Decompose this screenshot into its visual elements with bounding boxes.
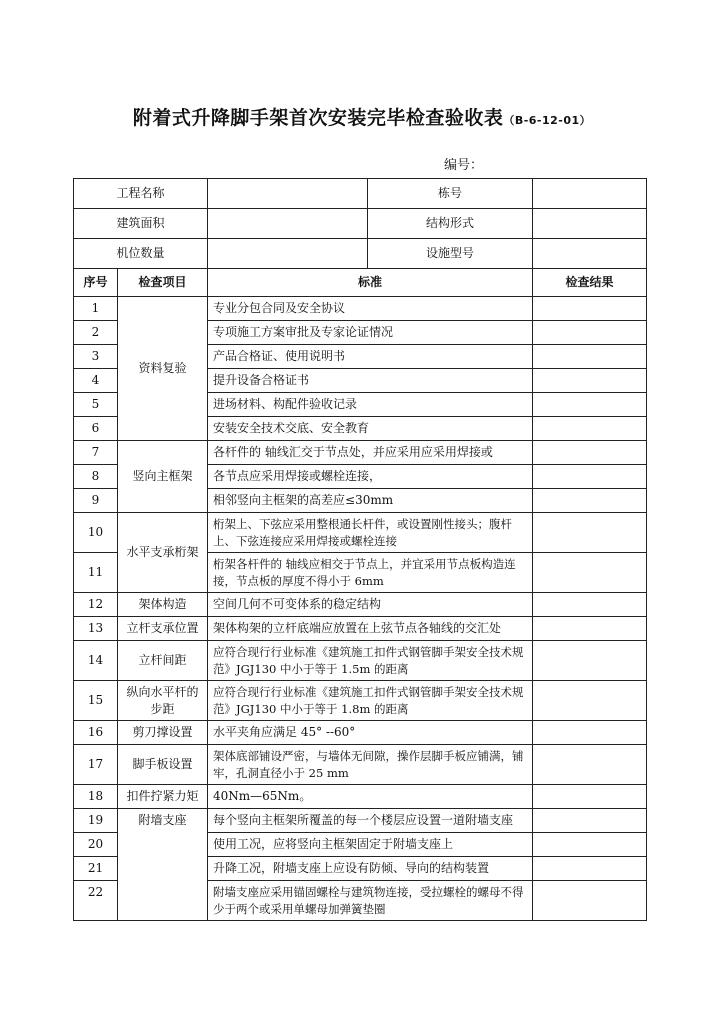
row-no: 3 <box>74 345 118 369</box>
unit-count-label: 机位数量 <box>74 239 208 269</box>
building-no-label: 栋号 <box>368 179 533 209</box>
row-no: 11 <box>74 553 118 593</box>
row-standard: 桁架各杆件的 轴线应相交于节点上，并宜采用节点板构造连接，节点板的厚度不得小于 6mm <box>208 553 533 593</box>
table-row <box>74 641 647 681</box>
row-no: 18 <box>74 785 118 809</box>
row-result[interactable] <box>533 553 647 593</box>
row-no: 8 <box>74 465 118 489</box>
row-standard: 水平夹角应满足 45° --60° <box>208 721 533 745</box>
row-result[interactable] <box>533 593 647 617</box>
row-result[interactable] <box>533 321 647 345</box>
row-result[interactable] <box>533 297 647 321</box>
row-no: 19 <box>74 809 118 833</box>
table-row <box>74 809 647 833</box>
item-scissor-brace: 剪刀撑设置 <box>118 721 208 745</box>
row-no: 12 <box>74 593 118 617</box>
row-standard: 桁架上、下弦应采用整根通长杆件，或设置刚性接头；腹杆上、下弦连接应采用焊接或螺栓连接 <box>208 513 533 553</box>
item-pole-spacing: 立杆间距 <box>118 641 208 681</box>
structure-type-value[interactable] <box>533 209 647 239</box>
item-doc-review: 资料复验 <box>118 297 208 441</box>
row-standard: 专项施工方案审批及专家论证情况 <box>208 321 533 345</box>
row-no: 10 <box>74 513 118 553</box>
row-no: 4 <box>74 369 118 393</box>
row-standard: 产品合格证、使用说明书 <box>208 345 533 369</box>
row-result[interactable] <box>533 785 647 809</box>
inspection-table <box>73 178 647 921</box>
structure-type-label: 结构形式 <box>368 209 533 239</box>
header-row <box>74 269 647 297</box>
row-result[interactable] <box>533 745 647 785</box>
table-row <box>74 441 647 465</box>
row-result[interactable] <box>533 641 647 681</box>
row-result[interactable] <box>533 417 647 441</box>
row-result[interactable] <box>533 393 647 417</box>
item-vertical-frame: 竖向主框架 <box>118 441 208 513</box>
row-standard: 空间几何不可变体系的稳定结构 <box>208 593 533 617</box>
row-standard: 应符合现行行业标准《建筑施工扣件式钢管脚手架安全技术规范》JGJ130 中小于等于 1.5m 的距离 <box>208 641 533 681</box>
table-row <box>74 745 647 785</box>
table-row <box>74 721 647 745</box>
row-result[interactable] <box>533 857 647 881</box>
table-row <box>74 681 647 721</box>
row-no: 14 <box>74 641 118 681</box>
header-standard: 标准 <box>208 269 533 297</box>
header-result: 检查结果 <box>533 269 647 297</box>
serial-number-label: 编号： <box>444 158 484 173</box>
item-pole-support: 立杆支承位置 <box>118 617 208 641</box>
row-standard: 40Nm—65Nm。 <box>208 785 533 809</box>
form-title-text: 附着式升降脚手架首次安装完毕检查验收表 <box>132 107 504 129</box>
row-result[interactable] <box>533 513 647 553</box>
row-no: 1 <box>74 297 118 321</box>
row-standard: 各节点应采用焊接或螺栓连接， <box>208 465 533 489</box>
floor-area-value[interactable] <box>208 209 368 239</box>
row-standard: 提升设备合格证书 <box>208 369 533 393</box>
table-row <box>74 617 647 641</box>
row-result[interactable] <box>533 833 647 857</box>
item-fastener-torque: 扣件拧紧力矩 <box>118 785 208 809</box>
row-no: 13 <box>74 617 118 641</box>
row-result[interactable] <box>533 881 647 921</box>
info-row-project <box>74 179 647 209</box>
row-result[interactable] <box>533 345 647 369</box>
table-row <box>74 513 647 553</box>
row-no: 9 <box>74 489 118 513</box>
row-no: 21 <box>74 857 118 881</box>
item-wall-support: 附墙支座 <box>118 809 208 921</box>
row-standard: 相邻竖向主框架的高差应≤30mm <box>208 489 533 513</box>
row-result[interactable] <box>533 489 647 513</box>
item-frame-structure: 架体构造 <box>118 593 208 617</box>
row-standard: 专业分包合同及安全协议 <box>208 297 533 321</box>
row-no: 16 <box>74 721 118 745</box>
row-standard: 各杆件的 轴线汇交于节点处，并应采用应采用焊接或 <box>208 441 533 465</box>
row-no: 5 <box>74 393 118 417</box>
item-scaffold-board: 脚手板设置 <box>118 745 208 785</box>
info-row-units <box>74 239 647 269</box>
row-no: 2 <box>74 321 118 345</box>
row-result[interactable] <box>533 617 647 641</box>
row-result[interactable] <box>533 369 647 393</box>
equipment-model-value[interactable] <box>533 239 647 269</box>
info-row-area <box>74 209 647 239</box>
row-standard: 每个竖向主框架所覆盖的每一个楼层应设置一道附墙支座 <box>208 809 533 833</box>
row-no: 6 <box>74 417 118 441</box>
project-name-label: 工程名称 <box>74 179 208 209</box>
row-standard: 架体构架的立杆底端应放置在上弦节点各轴线的交汇处 <box>208 617 533 641</box>
building-no-value[interactable] <box>533 179 647 209</box>
row-result[interactable] <box>533 465 647 489</box>
row-standard: 应符合现行行业标准《建筑施工扣件式钢管脚手架安全技术规范》JGJ130 中小于等于 1.8m 的距离 <box>208 681 533 721</box>
item-longitudinal-bar: 纵向水平杆的步距 <box>118 681 208 721</box>
row-no: 22 <box>74 881 118 921</box>
row-no: 20 <box>74 833 118 857</box>
equipment-model-label: 设施型号 <box>368 239 533 269</box>
table-row <box>74 297 647 321</box>
row-standard: 升降工况，附墙支座上应设有防倾、导向的结构装置 <box>208 857 533 881</box>
row-result[interactable] <box>533 809 647 833</box>
row-result[interactable] <box>533 721 647 745</box>
row-standard: 安装安全技术交底、安全教育 <box>208 417 533 441</box>
form-title <box>0 103 724 130</box>
header-no: 序号 <box>74 269 118 297</box>
row-no: 7 <box>74 441 118 465</box>
row-result[interactable] <box>533 441 647 465</box>
table-row <box>74 593 647 617</box>
row-no: 15 <box>74 681 118 721</box>
header-item: 检查项目 <box>118 269 208 297</box>
form-code: （B-6-12-01） <box>503 114 592 127</box>
table-row <box>74 785 647 809</box>
row-standard: 使用工况，应将竖向主框架固定于附墙支座上 <box>208 833 533 857</box>
item-horizontal-truss: 水平支承桁架 <box>118 513 208 593</box>
row-standard: 附墙支座应采用锚固螺栓与建筑物连接，受拉螺栓的螺母不得少于两个或采用单螺母加弹簧垫圈 <box>208 881 533 921</box>
row-standard: 架体底部铺设严密，与墙体无间隙，操作层脚手板应铺满，铺牢，孔洞直径小于 25 mm <box>208 745 533 785</box>
row-no: 17 <box>74 745 118 785</box>
unit-count-value[interactable] <box>208 239 368 269</box>
project-name-value[interactable] <box>208 179 368 209</box>
floor-area-label: 建筑面积 <box>74 209 208 239</box>
row-standard: 进场材料、构配件验收记录 <box>208 393 533 417</box>
row-result[interactable] <box>533 681 647 721</box>
